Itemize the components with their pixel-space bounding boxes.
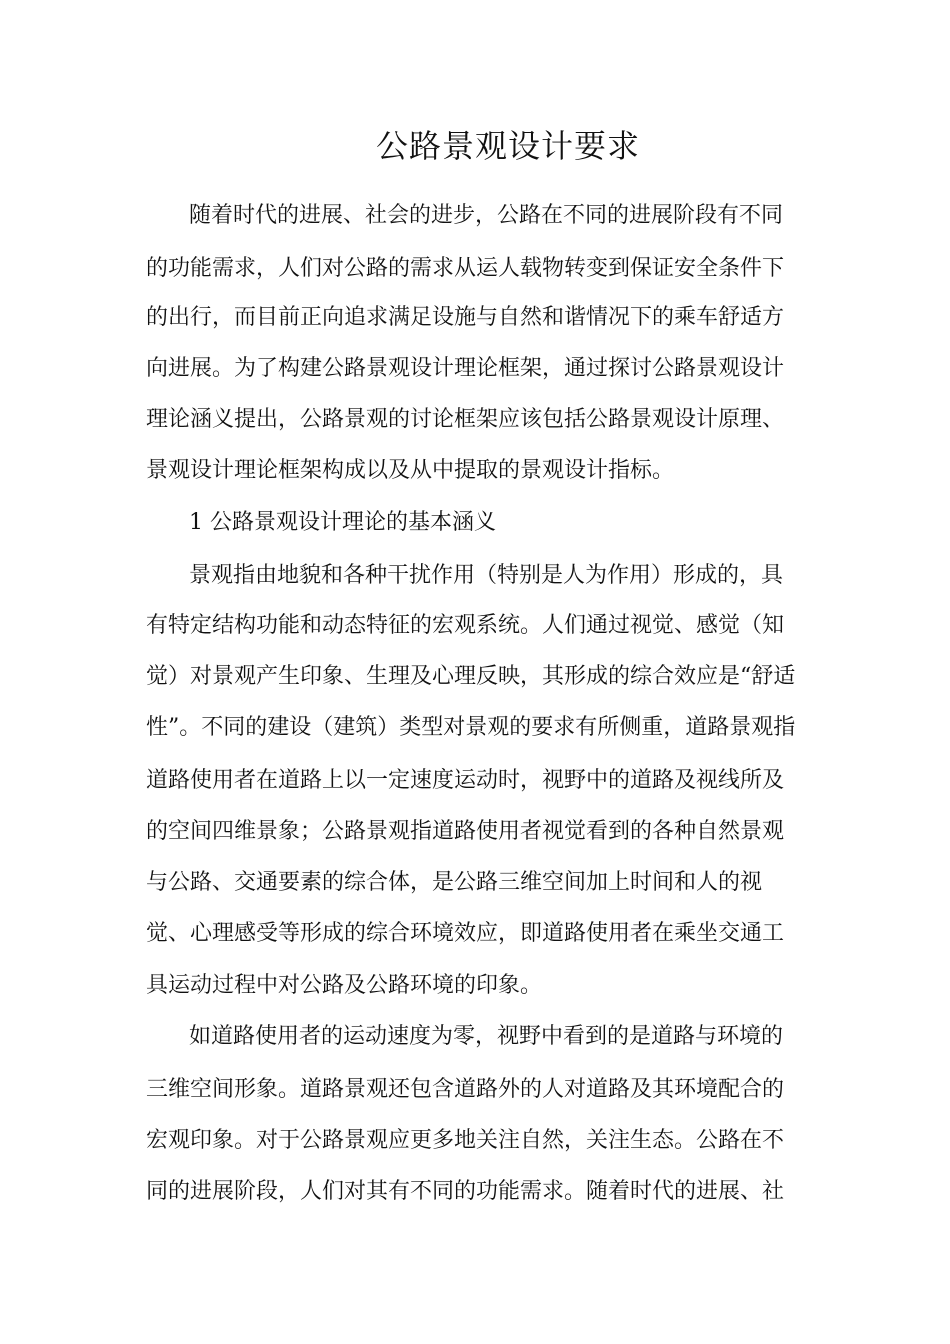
paragraph-line: 觉）对景观产生印象、生理及心理反映，其形成的综合效应是“舒适: [146, 664, 796, 689]
section-heading: 1 公路景观设计理论的基本涵义: [189, 510, 496, 535]
paragraph-line: 具运动过程中对公路及公路环境的印象。: [146, 973, 543, 998]
paragraph-line: 的功能需求，人们对公路的需求从运人载物转变到保证安全条件下: [146, 256, 785, 281]
paragraph-line: 同的进展阶段，人们对其有不同的功能需求。随着时代的进展、社: [146, 1179, 785, 1204]
paragraph-line: 与公路、交通要素的综合体，是公路三维空间加上时间和人的视: [146, 870, 763, 895]
paragraph-line: 随着时代的进展、社会的进步，公路在不同的进展阶段有不同: [189, 203, 784, 228]
paragraph-line: 景观指由地貌和各种干扰作用（特别是人为作用）形成的，具: [189, 563, 784, 588]
paragraph-line: 觉、心理感受等形成的综合环境效应，即道路使用者在乘坐交通工: [146, 921, 785, 946]
paragraph-line: 宏观印象。对于公路景观应更多地关注自然，关注生态。公路在不: [146, 1128, 785, 1153]
paragraph-line: 如道路使用者的运动速度为零，视野中看到的是道路与环境的: [189, 1024, 784, 1049]
paragraph-line: 道路使用者在道路上以一定速度运动时，视野中的道路及视线所及: [146, 768, 785, 793]
paragraph-line: 景观设计理论框架构成以及从中提取的景观设计指标。: [146, 458, 675, 483]
paragraph-line: 向进展。为了构建公路景观设计理论框架，通过探讨公路景观设计: [146, 356, 785, 381]
paragraph-line: 有特定结构功能和动态特征的宏观系统。人们通过视觉、感觉（知: [146, 613, 785, 638]
paragraph-line: 的出行，而目前正向追求满足设施与自然和谐情况下的乘车舒适方: [146, 305, 785, 330]
paragraph-line: 的空间四维景象；公路景观指道路使用者视觉看到的各种自然景观: [146, 819, 785, 844]
paragraph-line: 理论涵义提出，公路景观的讨论框架应该包括公路景观设计原理、: [146, 407, 785, 432]
paragraph-line: 三维空间形象。道路景观还包含道路外的人对道路及其环境配合的: [146, 1077, 785, 1102]
paragraph-line: 性”。不同的建设（建筑）类型对景观的要求有所侧重，道路景观指: [146, 715, 796, 740]
document-title: 公路景观设计要求: [375, 127, 640, 165]
